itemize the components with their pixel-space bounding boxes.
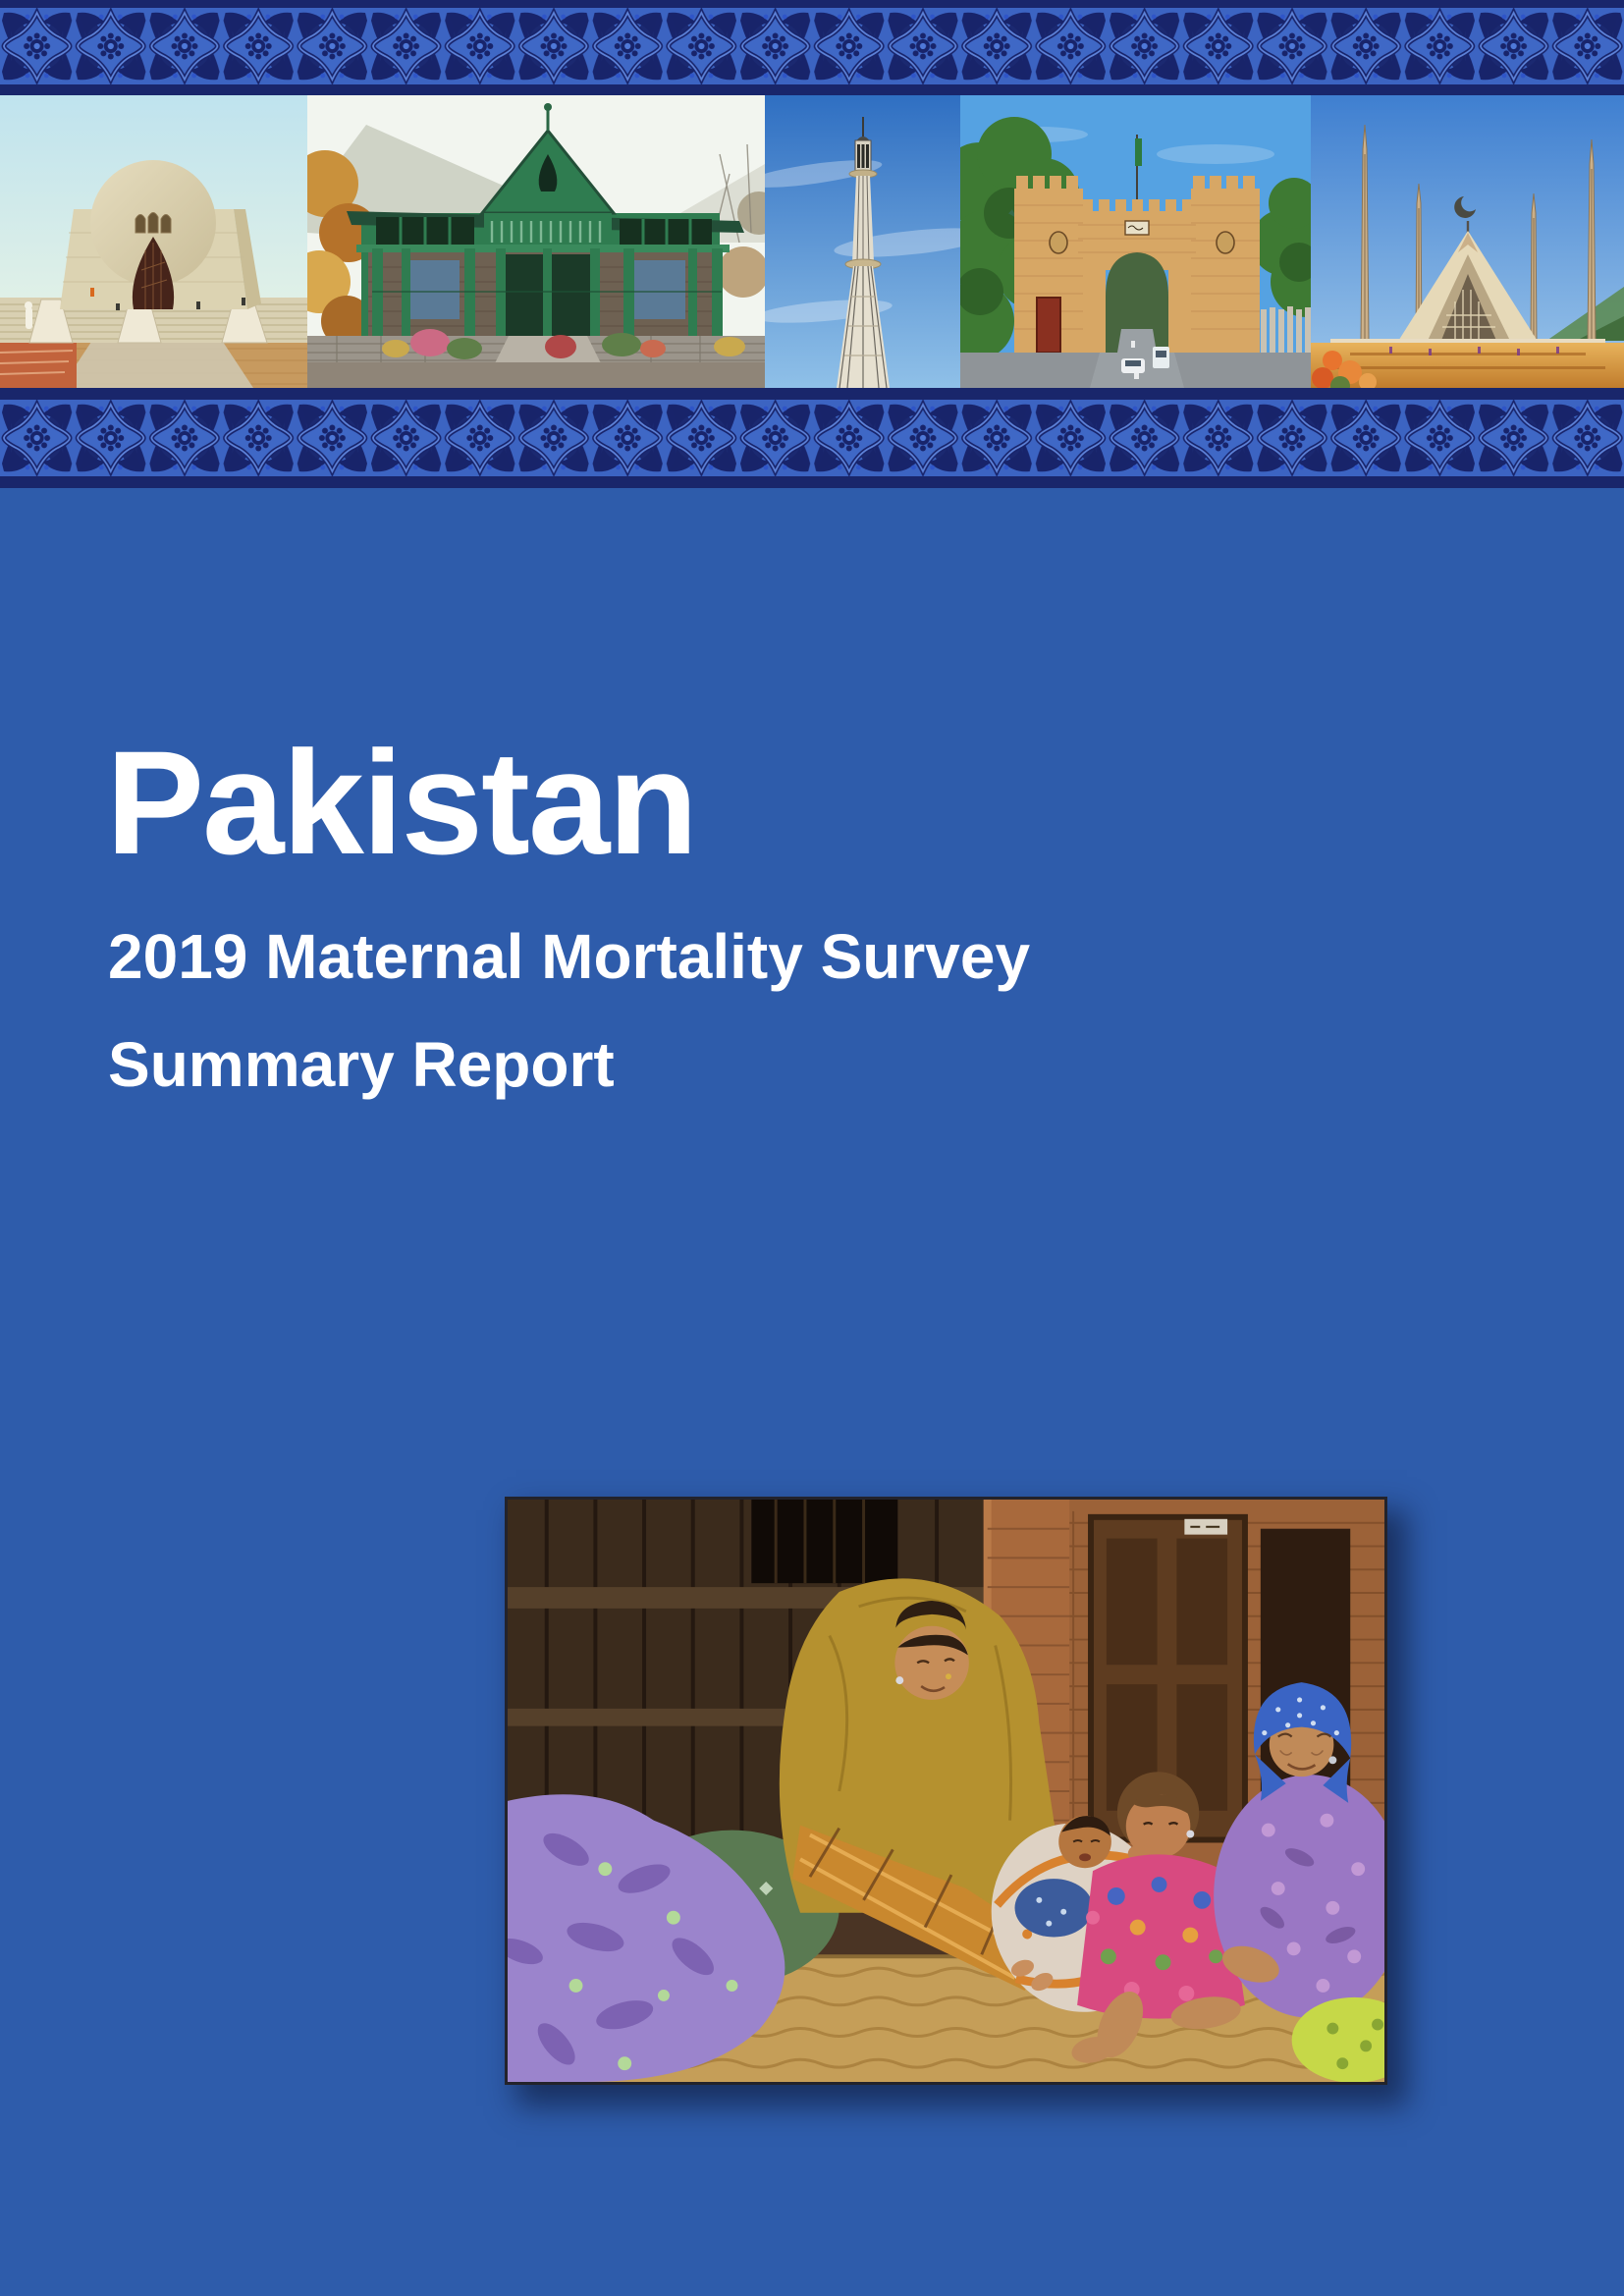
ornament-pattern-icon <box>0 8 1624 84</box>
navy-divider <box>0 388 1624 400</box>
mazar-e-quaid-mausoleum-photo <box>0 95 307 388</box>
faisal-mosque-photo <box>1311 95 1624 388</box>
top-banner <box>0 0 1624 488</box>
navy-divider <box>0 84 1624 95</box>
navy-divider <box>0 0 1624 8</box>
landmark-photo-strip <box>0 95 1624 388</box>
mother-with-children-photo <box>505 1497 1387 2085</box>
ornament-pattern-icon <box>0 400 1624 476</box>
bab-e-khyber-gate-photo <box>960 95 1311 388</box>
ornament-band-top <box>0 8 1624 84</box>
subtitle-survey: 2019 Maternal Mortality Survey <box>108 921 1031 992</box>
quaid-e-azam-residency-ziarat-photo <box>307 95 765 388</box>
page-title: Pakistan <box>106 720 696 885</box>
minar-e-pakistan-photo <box>765 95 960 388</box>
subtitle-report: Summary Report <box>108 1029 615 1100</box>
mother-with-children-illustration <box>508 1500 1384 2082</box>
ornament-band-bottom <box>0 400 1624 476</box>
navy-divider <box>0 476 1624 488</box>
